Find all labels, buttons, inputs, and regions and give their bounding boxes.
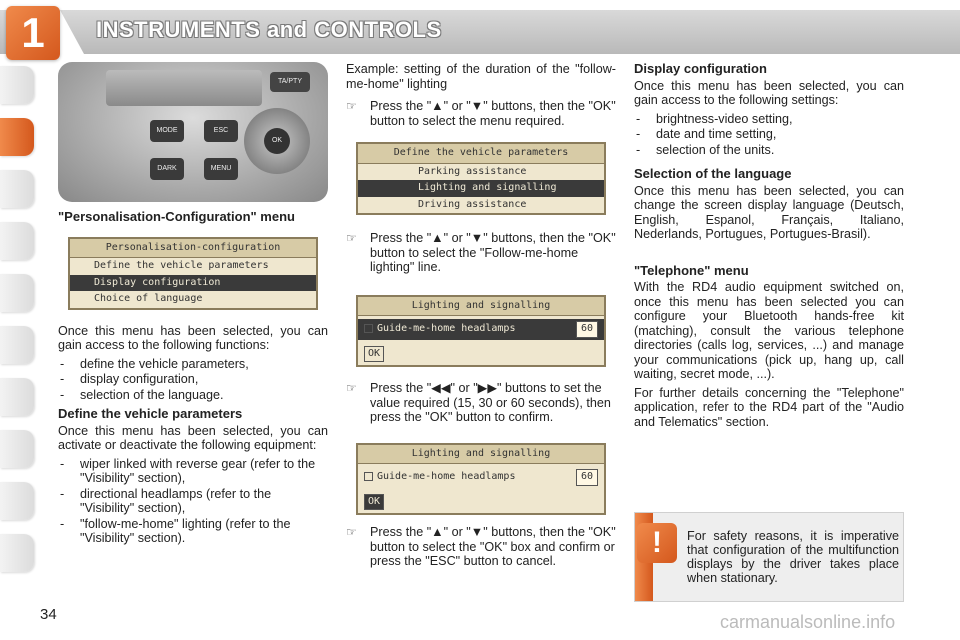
step-text: Press the "▲" or "▼" buttons, then the "OK" button to select the "Follow-me-home lighting" line. (370, 231, 616, 274)
column-right (634, 62, 904, 433)
screen-personalisation (68, 237, 318, 310)
define-heading: Define the vehicle parameters (58, 406, 243, 421)
cd-slot (106, 70, 262, 106)
screen-row: Define the vehicle parameters (94, 260, 269, 271)
chapter-tab[interactable] (0, 170, 34, 208)
page-number: 34 (40, 606, 57, 623)
hand-pointer-icon: ☞ (346, 381, 357, 395)
column-middle (346, 62, 616, 573)
step-1 (346, 99, 616, 128)
safety-warning-box (634, 512, 904, 602)
screen-row-selected: Display configuration (70, 275, 316, 292)
example-text: Example: setting of the duration of the "follow-me-home" lighting (346, 62, 616, 91)
list-item: - wiper linked with reverse gear (refer to the "Visibility" section), (58, 457, 328, 486)
settings-list (634, 112, 904, 158)
esc-button: ESC (204, 120, 238, 142)
display-heading: Display configuration (634, 61, 767, 76)
warning-exclamation-icon: ! (637, 523, 677, 563)
intro-text: Once this menu has been selected, you can gain access to the following functions: (58, 323, 328, 352)
chapter-tabs (0, 66, 34, 586)
screen-row: Parking assistance (418, 165, 527, 177)
screen-row (358, 467, 604, 488)
display-text: Once this menu has been selected, you can gain access to the following settings: (634, 78, 904, 107)
list-item: - brightness-video setting, (634, 112, 904, 127)
step-3 (346, 381, 616, 425)
duration-value: 60 (576, 469, 598, 486)
screen-row: Driving assistance (418, 198, 527, 210)
step-text: Press the "▲" or "▼" buttons, then the "OK" button to select the "OK" box and confirm or press the "ESC" button to cancel. (370, 525, 616, 568)
screen-title: Personalisation-configuration (70, 239, 316, 259)
step-2 (346, 231, 616, 275)
menu-heading: "Personalisation-Configuration" menu (58, 209, 295, 224)
screen-lighting-1 (356, 295, 606, 368)
duration-value: 60 (576, 321, 598, 338)
screen-vehicle-parameters (356, 142, 606, 215)
screen-lighting-2 (356, 443, 606, 516)
chapter-tab[interactable] (0, 326, 34, 364)
watermark: carmanualsonline.info (720, 612, 896, 632)
function-list (58, 357, 328, 403)
chapter-tab[interactable] (0, 378, 34, 416)
page-title: INSTRUMENTS and CONTROLS (96, 17, 442, 42)
menu-button: MENU (204, 158, 238, 180)
screen-row: Choice of language (94, 293, 203, 304)
screen-row-selected (358, 319, 604, 340)
telephone-heading: "Telephone" menu (634, 262, 749, 278)
ta-pty-button: TA/PTY (270, 72, 310, 92)
language-text: Once this menu has been selected, you can change the screen display language (Deutsch, English, Espanol, Français, Italiano, Nederlands, Portugues, Portugues-Brasil). (634, 183, 904, 241)
list-item: - selection of the language. (58, 388, 328, 403)
list-item: - define the vehicle parameters, (58, 357, 328, 372)
define-text: Once this menu has been selected, you can activate or deactivate the following equipment: (58, 423, 328, 452)
list-item: - directional headlamps (refer to the "Visibility" section), (58, 487, 328, 516)
screen-title: Define the vehicle parameters (358, 144, 604, 164)
list-item: - "follow-me-home" lighting (refer to the "Visibility" section). (58, 517, 328, 546)
screen-title: Lighting and signalling (358, 297, 604, 317)
column-left (58, 62, 328, 551)
ok-button: OK (264, 128, 290, 154)
checkbox-icon (364, 472, 373, 481)
step-4 (346, 525, 616, 569)
hand-pointer-icon: ☞ (346, 525, 357, 539)
step-text: Press the "◀◀" or "▶▶" buttons to set the value required (15, 30 or 60 seconds), then press the "OK" button to confirm. (370, 381, 611, 424)
hand-pointer-icon: ☞ (346, 99, 357, 113)
ok-box-selected: OK (364, 494, 384, 511)
dark-button: DARK (150, 158, 184, 180)
chapter-badge: 1 (6, 6, 60, 60)
chapter-tab[interactable] (0, 430, 34, 468)
ok-box: OK (364, 346, 384, 363)
list-item: - selection of the units. (634, 143, 904, 158)
mode-button: MODE (150, 120, 184, 142)
screen-row-selected: Lighting and signalling (358, 180, 604, 197)
screen-line-label: Guide-me-home headlamps (377, 323, 516, 334)
list-item: - display configuration, (58, 372, 328, 387)
chapter-tab[interactable] (0, 222, 34, 260)
equipment-list (58, 457, 328, 546)
screen-line-label: Guide-me-home headlamps (377, 471, 516, 482)
hand-pointer-icon: ☞ (346, 231, 357, 245)
step-text: Press the "▲" or "▼" buttons, then the "OK" button to select the menu required. (370, 99, 616, 128)
warning-text: For safety reasons, it is imperative that configuration of the multifunction displays by the driver takes place when stationary. (687, 529, 899, 585)
screen-title: Lighting and signalling (358, 445, 604, 465)
telephone-text: With the RD4 audio equipment switched on, once this menu has been selected you can configure your Bluetooth hands-free kit (matching), consult the various telephone directories (calls log, services, ...) and manage your communications (pick up, hang up, call waiting, secret mode, ...). (634, 280, 904, 381)
telephone-text-more: For further details concerning the "Telephone" application, refer to the RD4 part of the "Audio and Telematics" section. (634, 385, 904, 429)
language-heading: Selection of the language (634, 166, 792, 181)
chapter-tab-active[interactable] (0, 118, 34, 156)
chapter-tab[interactable] (0, 534, 34, 572)
radio-control-panel-image (58, 62, 328, 202)
list-item: - date and time setting, (634, 127, 904, 142)
chapter-tab[interactable] (0, 274, 34, 312)
chapter-tab[interactable] (0, 66, 34, 104)
checkbox-icon (364, 324, 373, 333)
chapter-tab[interactable] (0, 482, 34, 520)
